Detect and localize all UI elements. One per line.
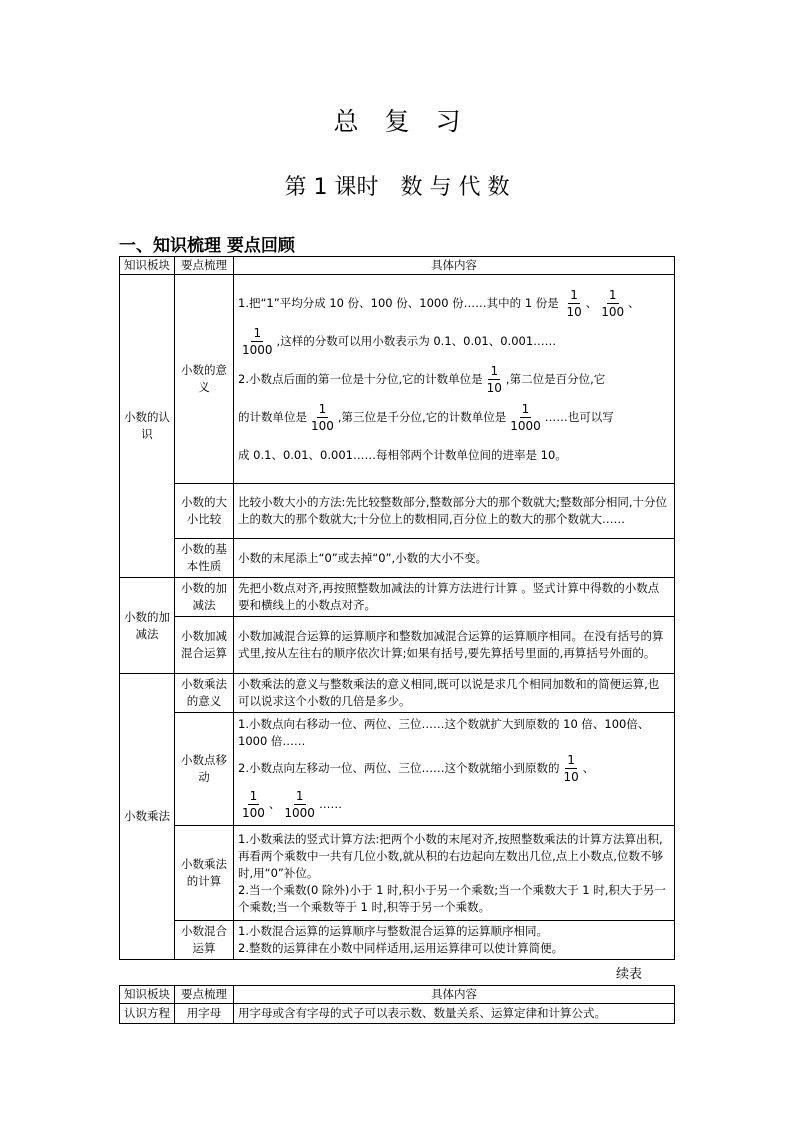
point-cell: 小数乘法的计算 <box>175 826 234 921</box>
content-text: ,这样的分数可以用小数表示为 0.1、0.01、0.001…… <box>276 334 557 348</box>
lesson-subtitle: 第 1 课时 数 与 代 数 <box>284 175 510 200</box>
header-content: 具体内容 <box>234 257 675 275</box>
continued-table <box>119 985 675 1024</box>
content-text: 的计数单位是 <box>238 410 307 424</box>
content-cell: 1.小数点向右移动一位、两位、三位……这个数就扩大到原数的 10 倍、100倍、1000 倍…… 2.小数点向左移动一位、两位、三位……这个数就缩小到原数的 $\frac{1}{10}$ 、 $\frac{1}{100}$ 、 $\frac{1}{1000}$ …… <box>234 713 675 826</box>
header-content: 具体内容 <box>234 986 675 1004</box>
table-row <box>120 674 675 713</box>
block-cell: 认识方程 <box>120 1004 175 1024</box>
point-cell: 小数的意义 <box>175 275 234 484</box>
content-cell: 小数的末尾添上“0”或去掉“0”,小数的大小不变。 <box>234 539 675 578</box>
point-cell: 小数混合运算 <box>175 921 234 960</box>
block-cell: 小数的认识 <box>120 275 175 578</box>
content-cell <box>234 921 675 960</box>
fraction: $\frac{1}{100}$ <box>601 288 625 319</box>
block-cell: 小数乘法 <box>120 674 175 960</box>
section-heading: 一、知识梳理 要点回顾 <box>119 236 295 256</box>
content-text: 成 0.1、0.01、0.001……每相邻两个计数单位间的进率是 10。 <box>238 448 567 462</box>
content-text: 2.小数点后面的第一位是十分位,它的计数单位是 <box>238 372 483 386</box>
point-cell: 用字母 <box>175 1004 234 1024</box>
point-cell: 小数加减混合运算 <box>175 617 234 674</box>
content-cell: 小数加减混合运算的运算顺序和整数加减混合运算的运算顺序相同。在没有括号的算式里,按从左往右的顺序依次计算;如果有括号,要先算括号里面的,再算括号外面的。 <box>234 617 675 674</box>
table-row <box>120 826 675 921</box>
point-cell: 小数的大小比较 <box>175 484 234 539</box>
header-block: 知识板块 <box>120 257 175 275</box>
header-block: 知识板块 <box>120 986 175 1004</box>
content-text: 1.把“1”平均分成 10 份、100 份、1000 份……其中的 1 份是 <box>238 296 559 310</box>
table-row <box>120 1004 675 1024</box>
content-cell: 先把小数点对齐,再按照整数加减法的计算方法进行计算 。竖式计算中得数的小数点要和横线上的小数点对齐。 <box>234 578 675 617</box>
point-cell: 小数的加减法 <box>175 578 234 617</box>
table-row <box>120 921 675 960</box>
point-cell: 小数的基本性质 <box>175 539 234 578</box>
table-row <box>120 539 675 578</box>
content-text: ,第三位是千分位,它的计数单位是 <box>337 410 507 424</box>
fraction: $\frac{1}{100}$ <box>311 402 334 433</box>
fraction: $\frac{1}{100}$ <box>242 789 265 820</box>
review-table <box>119 256 675 960</box>
content-cell: 用字母或含有字母的式子可以表示数、数量关系、运算定律和计算公式。 <box>234 1004 675 1024</box>
fraction: $\frac{1}{10}$ <box>486 364 502 395</box>
continued-label: 续表 <box>616 967 643 982</box>
content-cell: 比较小数大小的方法:先比较整数部分,整数部分大的那个数就大;整数部分相同,十分位上的数大的那个数就大;十分位上的数相同,百分位上的数大的那个数就大…… <box>234 484 675 539</box>
table-row <box>120 578 675 617</box>
table-row <box>120 484 675 539</box>
header-point: 要点梳理 <box>175 257 234 275</box>
table-header-row <box>120 257 675 275</box>
table-header-row <box>120 986 675 1004</box>
table-row <box>120 713 675 826</box>
block-cell: 小数的加减法 <box>120 578 175 674</box>
content-text: 2.小数点向左移动一位、两位、三位……这个数就缩小到原数的 <box>238 761 560 775</box>
fraction: $\frac{1}{10}$ <box>563 753 579 784</box>
content-text: 1.小数乘法的竖式计算方法:把两个小数的末尾对齐,按照整数乘法的计算方法算出积,再看两个乘数中一共有几位小数,就从积的右边起向左数出几位,点上小数点,位数不够时,用“0”补位。 <box>238 831 663 880</box>
content-text: 2.整数的运算律在小数中同样适用,运用运算律可以使计算简便。 <box>238 941 564 955</box>
fraction: $\frac{1}{1000}$ <box>510 402 541 433</box>
point-cell: 小数乘法的意义 <box>175 674 234 713</box>
fraction: $\frac{1}{1000}$ <box>242 326 273 357</box>
content-cell: 小数乘法的意义与整数乘法的意义相同,既可以说是求几个相同加数和的简便运算,也可以说求这个小数的几倍是多少。 <box>234 674 675 713</box>
content-text: 1.小数点向右移动一位、两位、三位……这个数就扩大到原数的 10 倍、100倍、1000 倍…… <box>238 717 650 748</box>
table-row <box>120 617 675 674</box>
page-title: 总复习 <box>333 107 487 136</box>
content-cell <box>234 826 675 921</box>
content-text: 2.当一个乘数(0 除外)小于 1 时,积小于另一个乘数;当一个乘数大于 1 时,积大于另一个乘数;当一个乘数等于 1 时,积等于另一个乘数。 <box>238 882 666 914</box>
content-text: ……也可以写 <box>544 410 614 424</box>
fraction: $\frac{1}{10}$ <box>566 288 582 319</box>
fraction: $\frac{1}{1000}$ <box>284 789 315 820</box>
header-point: 要点梳理 <box>175 986 234 1004</box>
point-cell: 小数点移动 <box>175 713 234 826</box>
table-row <box>120 275 675 484</box>
content-text: 1.小数混合运算的运算顺序与整数混合运算的运算顺序相同。 <box>238 924 548 938</box>
content-text: ,第二位是百分位,它 <box>505 372 606 386</box>
content-cell: 1.把“1”平均分成 10 份、100 份、1000 份……其中的 1 份是 $\frac{1}{10}$ 、 $\frac{1}{100}$ 、 $\frac{1}{1000}$ ,这样的分数可以用小数表示为 0.1、0.01、0.001…… 2.小数点后面的第一位是十分位,它的计数单位是 $\frac{1}{10}$ ,第二位是百分位,它 的计数单位是 $\frac{1}{100}$ ,第三位是千分位,它的计数单位是 $\frac{1}{1000}$ ……也可以写 成 0.1、0.01、0.001……每相邻两个计数单位间的进率是 10。 <box>234 275 675 484</box>
